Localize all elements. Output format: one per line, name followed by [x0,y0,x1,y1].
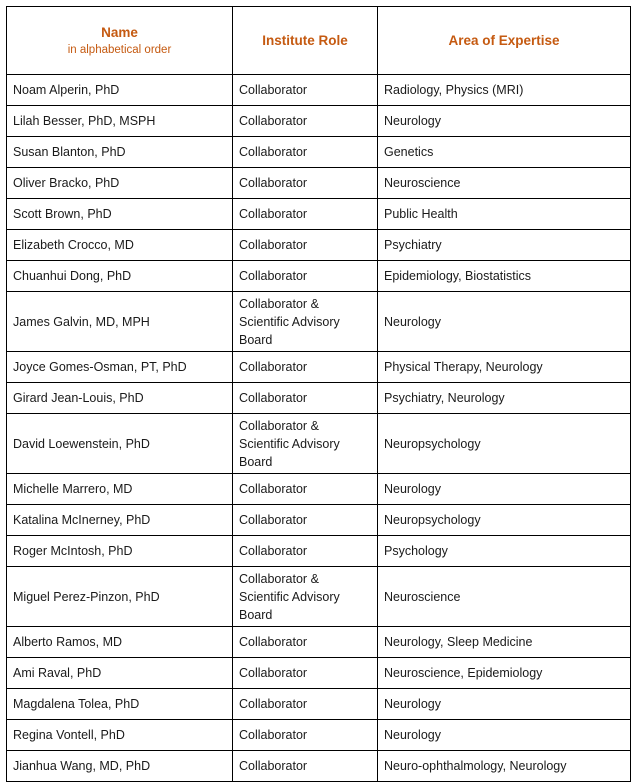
column-header-name-label: Name [101,24,138,40]
cell-role: Collaborator [233,536,378,567]
cell-name: Oliver Bracko, PhD [7,168,233,199]
table-row [7,751,631,782]
cell-role: Collaborator [233,474,378,505]
table-row [7,230,631,261]
cell-expertise: Radiology, Physics (MRI) [378,75,631,106]
table-row [7,536,631,567]
table-row [7,137,631,168]
collaborators-table [6,6,631,782]
cell-expertise: Public Health [378,199,631,230]
cell-name: Elizabeth Crocco, MD [7,230,233,261]
cell-expertise: Neuroscience, Epidemiology [378,658,631,689]
cell-role: Collaborator [233,751,378,782]
cell-role: Collaborator [233,261,378,292]
table-row [7,414,631,474]
cell-role: Collaborator [233,720,378,751]
cell-expertise: Psychology [378,536,631,567]
cell-name: Chuanhui Dong, PhD [7,261,233,292]
cell-name: Ami Raval, PhD [7,658,233,689]
cell-role: Collaborator [233,627,378,658]
table-row [7,627,631,658]
cell-expertise: Physical Therapy, Neurology [378,352,631,383]
cell-name: Jianhua Wang, MD, PhD [7,751,233,782]
table-row [7,567,631,627]
table-row [7,199,631,230]
cell-expertise: Neuropsychology [378,505,631,536]
cell-name: Lilah Besser, PhD, MSPH [7,106,233,137]
cell-name: James Galvin, MD, MPH [7,292,233,352]
cell-role: Collaborator [233,658,378,689]
table-row [7,658,631,689]
table-header-row [7,7,631,75]
cell-expertise: Neurology [378,292,631,352]
cell-role: Collaborator & Scientific Advisory Board [233,567,378,627]
cell-name: Miguel Perez-Pinzon, PhD [7,567,233,627]
cell-expertise: Neurology [378,720,631,751]
cell-name: Roger McIntosh, PhD [7,536,233,567]
cell-name: Magdalena Tolea, PhD [7,689,233,720]
cell-expertise: Psychiatry [378,230,631,261]
table-row [7,474,631,505]
table-row [7,352,631,383]
cell-role: Collaborator [233,352,378,383]
table-row [7,168,631,199]
column-header-name-subtitle: in alphabetical order [67,43,172,56]
cell-expertise: Genetics [378,137,631,168]
table-row [7,75,631,106]
cell-name: Joyce Gomes-Osman, PT, PhD [7,352,233,383]
cell-name: Scott Brown, PhD [7,199,233,230]
cell-role: Collaborator [233,106,378,137]
table-row [7,292,631,352]
cell-name: David Loewenstein, PhD [7,414,233,474]
table-row [7,106,631,137]
cell-role: Collaborator [233,75,378,106]
table-row [7,383,631,414]
column-header-role: Institute Role [233,7,378,75]
table-row [7,261,631,292]
cell-name: Katalina McInerney, PhD [7,505,233,536]
table-row [7,689,631,720]
cell-name: Regina Vontell, PhD [7,720,233,751]
cell-expertise: Neuroscience [378,168,631,199]
cell-role: Collaborator [233,505,378,536]
cell-expertise: Neurology [378,106,631,137]
cell-name: Michelle Marrero, MD [7,474,233,505]
cell-expertise: Neuroscience [378,567,631,627]
column-header-name [7,7,233,75]
cell-name: Susan Blanton, PhD [7,137,233,168]
cell-role: Collaborator [233,199,378,230]
cell-name: Alberto Ramos, MD [7,627,233,658]
cell-role: Collaborator [233,137,378,168]
cell-expertise: Neuro-ophthalmology, Neurology [378,751,631,782]
cell-role: Collaborator [233,689,378,720]
cell-role: Collaborator & Scientific Advisory Board [233,414,378,474]
table-row [7,505,631,536]
cell-expertise: Neurology [378,474,631,505]
cell-role: Collaborator [233,383,378,414]
cell-expertise: Neuropsychology [378,414,631,474]
cell-role: Collaborator [233,230,378,261]
cell-expertise: Psychiatry, Neurology [378,383,631,414]
cell-role: Collaborator [233,168,378,199]
cell-expertise: Neurology, Sleep Medicine [378,627,631,658]
cell-role: Collaborator & Scientific Advisory Board [233,292,378,352]
cell-name: Noam Alperin, PhD [7,75,233,106]
cell-expertise: Epidemiology, Biostatistics [378,261,631,292]
table-row [7,720,631,751]
column-header-expertise: Area of Expertise [378,7,631,75]
cell-expertise: Neurology [378,689,631,720]
cell-name: Girard Jean-Louis, PhD [7,383,233,414]
